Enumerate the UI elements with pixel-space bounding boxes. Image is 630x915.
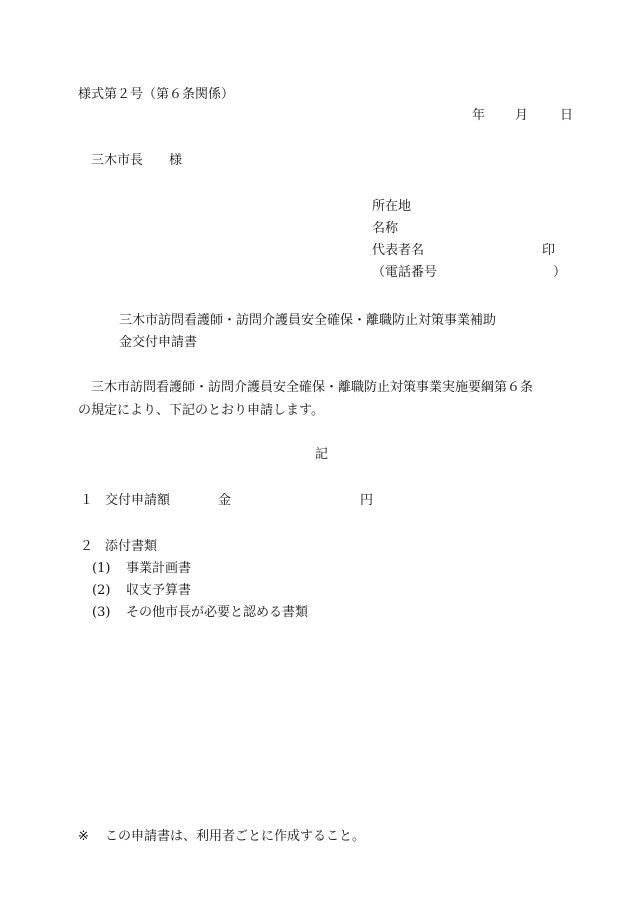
item-2-label: 添付書類 (105, 539, 158, 554)
title-line-1: 三木市訪問看護師・訪問介護員安全確保・離職防止対策事業補助 (119, 313, 497, 328)
representative-label: 代表者名 (372, 243, 425, 258)
note-mark: ※ (78, 829, 89, 844)
subitem-2-label: 収支予算書 (126, 583, 192, 598)
seal-mark: 印 (542, 243, 556, 258)
date-day: 日 (560, 108, 574, 123)
subitem-2-number: (2) (92, 583, 111, 598)
subitem-3-label: その他市長が必要と認める書類 (126, 605, 309, 620)
form-number: 様式第２号（第６条関係） (78, 87, 235, 102)
title-line-2: 金交付申請書 (119, 335, 198, 350)
subitem-3-number: (3) (92, 605, 111, 620)
name-label: 名称 (372, 221, 399, 236)
date-year: 年 (472, 108, 486, 123)
address-label: 所在地 (372, 199, 412, 214)
note-text: この申請書は、利用者ごとに作成すること。 (105, 829, 366, 844)
item-1-number: １ (80, 493, 94, 508)
phone-open: （電話番号 (372, 265, 438, 280)
phone-close: ） (553, 265, 567, 280)
date-month: 月 (515, 108, 529, 123)
item-1-kin: 金 (218, 493, 232, 508)
item-1-yen: 円 (360, 493, 374, 508)
ki-heading: 記 (315, 447, 329, 462)
body-line-2: の規定により、下記のとおり申請します。 (78, 403, 324, 418)
item-2-number: ２ (80, 539, 94, 554)
subitem-1-number: (1) (92, 561, 111, 576)
item-1-label: 交付申請額 (105, 493, 171, 508)
addressee: 三木市長 様 (91, 153, 183, 168)
body-line-1: 三木市訪問看護師・訪問介護員安全確保・離職防止対策事業実施要綱第６条 (91, 380, 534, 395)
subitem-1-label: 事業計画書 (126, 561, 192, 576)
